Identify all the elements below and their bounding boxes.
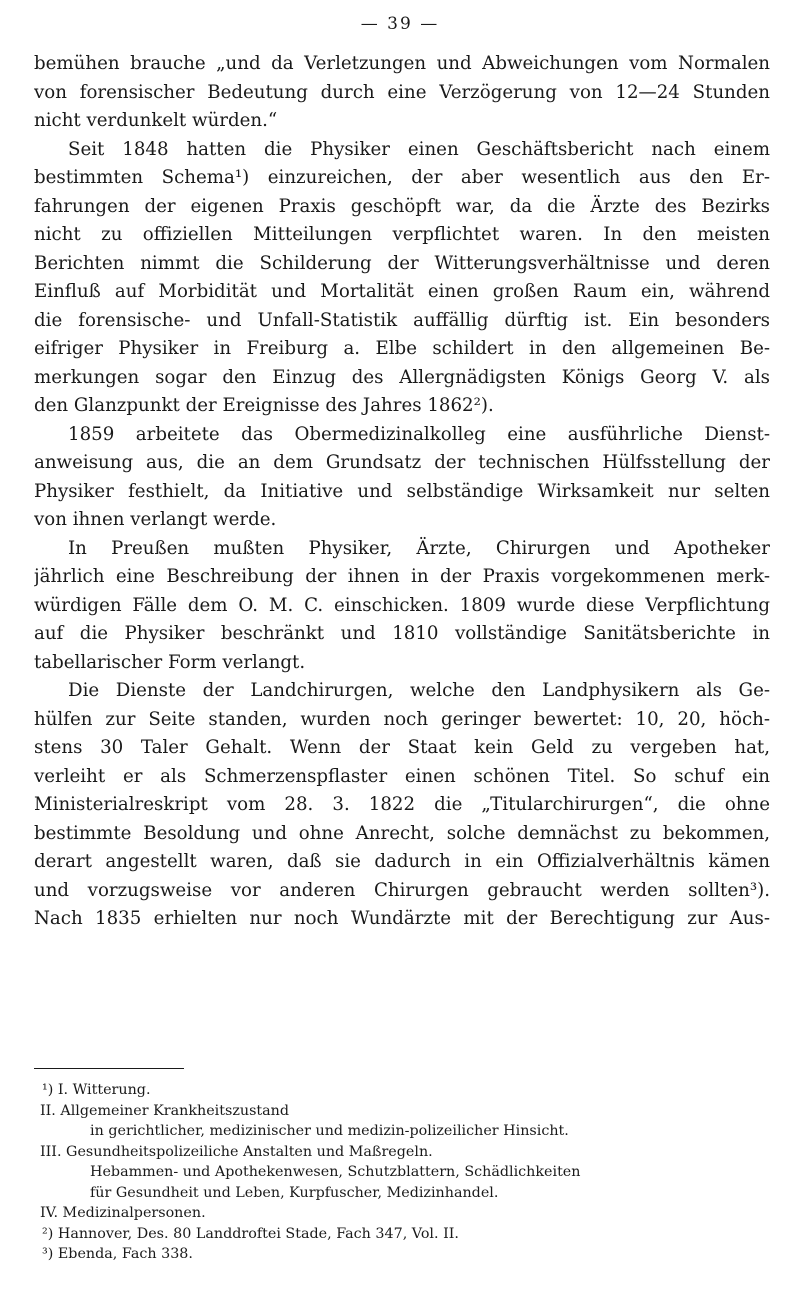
text-line: nicht verdunkelt würden.“: [34, 110, 278, 131]
text-line: Physiker festhielt, da Initiative und selbständige Wirksamkeit nur selten: [34, 480, 770, 502]
text-line: bemühen brauche „und da Verletzungen und Abweichungen vom Normalen: [34, 53, 770, 74]
footnote-line: für Gesundheit und Leben, Kurpfuscher, Medizinhandel.: [90, 1184, 499, 1201]
text-line: verleiht er als Schmerzenspflaster einen schönen Titel. So schuf ein: [34, 765, 770, 787]
text-line: Die Dienste der Landchirurgen, welche den Landphysikern als Ge-: [68, 680, 770, 701]
footnote-line: ²) Hannover, Des. 80 Landdroftei Stade, Fach 347, Vol. II.: [42, 1225, 459, 1242]
text-line: und vorzugsweise vor anderen Chirurgen gebraucht werden sollten³).: [34, 879, 770, 901]
text-line: nicht zu offiziellen Mitteilungen verpflichtet waren. In den meisten: [34, 224, 770, 245]
text-line: Ministerialreskript vom 28. 3. 1822 die „Titularchirurgen“, die ohne: [34, 794, 770, 815]
page-number: — 39 —: [360, 14, 440, 34]
text-line: merkungen sogar den Einzug des Allergnädigsten Königs Georg V. als: [34, 366, 770, 388]
text-line: fahrungen der eigenen Praxis geschöpft war, da die Ärzte des Bezirks: [34, 195, 770, 217]
text-line: bestimmten Schema¹) einzureichen, der aber wesentlich aus den Er-: [34, 167, 770, 188]
text-line: tabellarischer Form verlangt.: [34, 651, 306, 673]
text-line: auf die Physiker beschränkt und 1810 vollständige Sanitätsberichte in: [34, 623, 770, 644]
text-line: bestimmte Besoldung und ohne Anrecht, solche demnächst zu bekommen,: [34, 822, 770, 844]
footnote-divider: [34, 1068, 184, 1069]
text-line: die forensische- und Unfall-Statistik auffällig dürftig ist. Ein besonders: [34, 309, 770, 331]
text-line: 1859 arbeitete das Obermedizinalkolleg eine ausführliche Dienst-: [68, 423, 770, 445]
text-line: In Preußen mußten Physiker, Ärzte, Chirurgen und Apotheker: [68, 537, 770, 559]
footnote-line: III. Gesundheitspolizeiliche Anstalten und Maßregeln.: [40, 1143, 433, 1160]
text-line: Berichten nimmt die Schilderung der Witterungsverhältnisse und deren: [34, 252, 770, 274]
text-line: hülfen zur Seite standen, wurden noch geringer bewertet: 10, 20, höch-: [34, 708, 770, 730]
text-line: eifriger Physiker in Freiburg a. Elbe schildert in den allgemeinen Be-: [34, 338, 770, 359]
text-line: von forensischer Bedeutung durch eine Verzögerung von 12—24 Stunden: [34, 81, 770, 103]
footnote-line: ¹) I. Witterung.: [42, 1082, 151, 1098]
footnote-line: Hebammen- und Apothekenwesen, Schutzblattern, Schädlichkeiten: [90, 1164, 581, 1180]
text-line: derart angestellt waren, daß sie dadurch in ein Offizialverhältnis kämen: [34, 851, 770, 872]
text-line: Einfluß auf Morbidität und Mortalität einen großen Raum ein, während: [34, 281, 770, 302]
text-line: stens 30 Taler Gehalt. Wenn der Staat kein Geld zu vergeben hat,: [34, 737, 770, 758]
text-line: Nach 1835 erhielten nur noch Wundärzte mit der Berechtigung zur Aus-: [34, 908, 770, 929]
body-text: [34, 50, 770, 934]
text-line: würdigen Fälle dem O. M. C. einschicken. 1809 wurde diese Verpflichtung: [34, 594, 770, 616]
footnote-line: IV. Medizinalpersonen.: [40, 1205, 206, 1221]
text-line: Seit 1848 hatten die Physiker einen Geschäftsbericht nach einem: [68, 138, 770, 160]
footnotes: [34, 1080, 770, 1265]
text-line: jährlich eine Beschreibung der ihnen in der Praxis vorgekommenen merk-: [34, 566, 770, 587]
footnote-line: ³) Ebenda, Fach 338.: [42, 1246, 193, 1262]
footnote-line: II. Allgemeiner Krankheitszustand: [40, 1102, 290, 1119]
text-line: von ihnen verlangt werde.: [34, 509, 277, 530]
footnote-line: in gerichtlicher, medizinischer und medizin-polizeilicher Hinsicht.: [90, 1123, 569, 1139]
text-line: den Glanzpunkt der Ereignisse des Jahres 1862²).: [34, 395, 494, 416]
text-line: anweisung aus, die an dem Grundsatz der technischen Hülfsstellung der: [34, 452, 770, 473]
